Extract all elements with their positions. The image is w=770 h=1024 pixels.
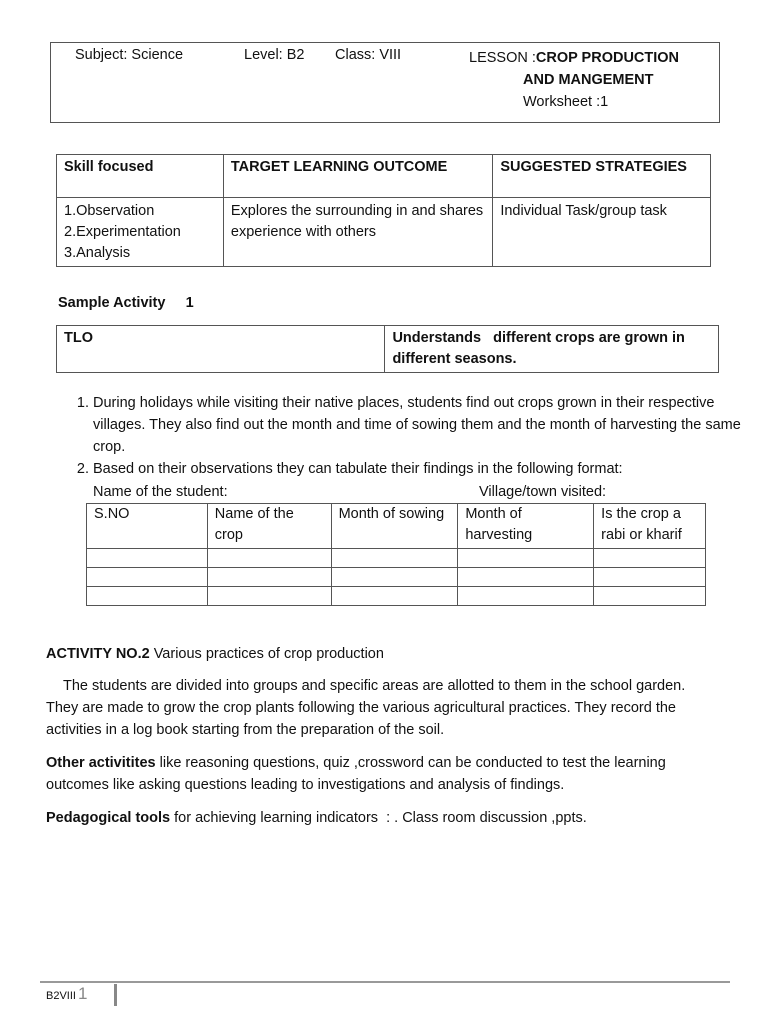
lesson-title-line-1: CROP PRODUCTION xyxy=(535,50,680,66)
table-row xyxy=(87,587,706,606)
blank-cell[interactable] xyxy=(87,549,208,568)
activity2-body: The students are divided into groups and specific areas are allotted to them in the school garden. They are made to grow the crop plants following the various agricultural practices. They record the activities in a log book starting from the preparation of the soil. xyxy=(46,678,686,738)
table-row xyxy=(87,549,706,568)
blank-cell[interactable] xyxy=(458,549,594,568)
activity2-heading xyxy=(46,643,716,665)
class-label: Class: VIII xyxy=(335,47,402,63)
footer-separator xyxy=(114,984,117,1006)
blank-cell[interactable] xyxy=(458,587,594,606)
record-table-header-row xyxy=(87,504,706,549)
skills-table xyxy=(56,154,711,267)
lesson-block xyxy=(469,47,679,113)
header-skill-focused: Skill focused xyxy=(57,155,224,198)
pedagogical-paragraph xyxy=(46,807,716,829)
header-crop-name: Name of the crop xyxy=(207,504,331,549)
header-target-learning-outcome: TARGET LEARNING OUTCOME xyxy=(223,155,492,198)
pedagogical-body: for achieving learning indicators : . Class room discussion ,ppts. xyxy=(170,810,587,826)
blank-cell[interactable] xyxy=(331,568,458,587)
list-item: 2. Based on their observations they can tabulate their findings in the following format: xyxy=(93,458,763,480)
village-visited-label: Village/town visited: xyxy=(479,484,607,500)
footer-divider xyxy=(40,981,730,983)
lesson-title-line-2: AND MANGEMENT xyxy=(523,72,654,88)
tlo-row xyxy=(57,326,719,373)
activity-steps-list xyxy=(56,392,763,480)
format-line xyxy=(93,481,713,503)
level-label: Level: B2 xyxy=(244,47,305,63)
activity2-label: ACTIVITY NO.2 xyxy=(46,646,150,662)
list-item: 1. During holidays while visiting their native places, students find out crops grown in their respective villages. They also find out the month and time of sowing them and the month of harvesting the same crop. xyxy=(93,392,763,458)
sample-activity-heading: Sample Activity 1 xyxy=(58,295,194,311)
blank-cell[interactable] xyxy=(594,568,706,587)
header-month-sowing: Month of sowing xyxy=(331,504,458,549)
blank-cell[interactable] xyxy=(87,568,208,587)
tlo-value: Understands different crops are grown in different seasons. xyxy=(385,326,719,373)
skills-table-row xyxy=(57,198,711,267)
blank-cell[interactable] xyxy=(331,549,458,568)
subject-label: Subject: Science xyxy=(75,47,184,63)
header-suggested-strategies: SUGGESTED STRATEGIES xyxy=(493,155,711,198)
skills-table-header-row xyxy=(57,155,711,198)
blank-cell[interactable] xyxy=(458,568,594,587)
skill-item: 1.Observation xyxy=(64,203,155,219)
blank-cell[interactable] xyxy=(594,549,706,568)
blank-cell[interactable] xyxy=(594,587,706,606)
other-activities-body: like reasoning questions, quiz ,crossword can be conducted to test the learning outcomes like asking questions leading to investigations and analysis of findings. xyxy=(46,755,666,793)
header-box xyxy=(50,42,720,123)
skills-list xyxy=(57,198,224,267)
table-row xyxy=(87,568,706,587)
header-rabi-kharif: Is the crop a rabi or kharif xyxy=(594,504,706,549)
lesson-prefix: LESSON : xyxy=(469,50,536,66)
worksheet-label: Worksheet :1 xyxy=(523,94,609,110)
header-month-harvesting: Month of harvesting xyxy=(458,504,594,549)
strategy-cell: Individual Task/group task xyxy=(493,198,711,267)
crop-record-table xyxy=(86,503,706,606)
other-activities-label: Other activitites xyxy=(46,755,156,771)
skill-item: 2.Experimentation xyxy=(64,224,181,240)
tlo-label: TLO xyxy=(57,326,385,373)
blank-cell[interactable] xyxy=(331,587,458,606)
footer-page-number: 1 xyxy=(78,984,88,1003)
activity2-title: Various practices of crop production xyxy=(149,646,384,662)
footer-code: B2VIII xyxy=(46,990,76,1002)
header-sno: S.NO xyxy=(87,504,208,549)
blank-cell[interactable] xyxy=(207,549,331,568)
learning-outcome-cell: Explores the surrounding in and shares experience with others xyxy=(223,198,492,267)
pedagogical-label: Pedagogical tools xyxy=(46,810,171,826)
other-activities-paragraph xyxy=(46,752,716,796)
skill-item: 3.Analysis xyxy=(64,245,131,261)
tlo-table xyxy=(56,325,719,373)
blank-cell[interactable] xyxy=(87,587,208,606)
student-name-label: Name of the student: xyxy=(93,484,228,500)
blank-cell[interactable] xyxy=(207,568,331,587)
blank-cell[interactable] xyxy=(207,587,331,606)
